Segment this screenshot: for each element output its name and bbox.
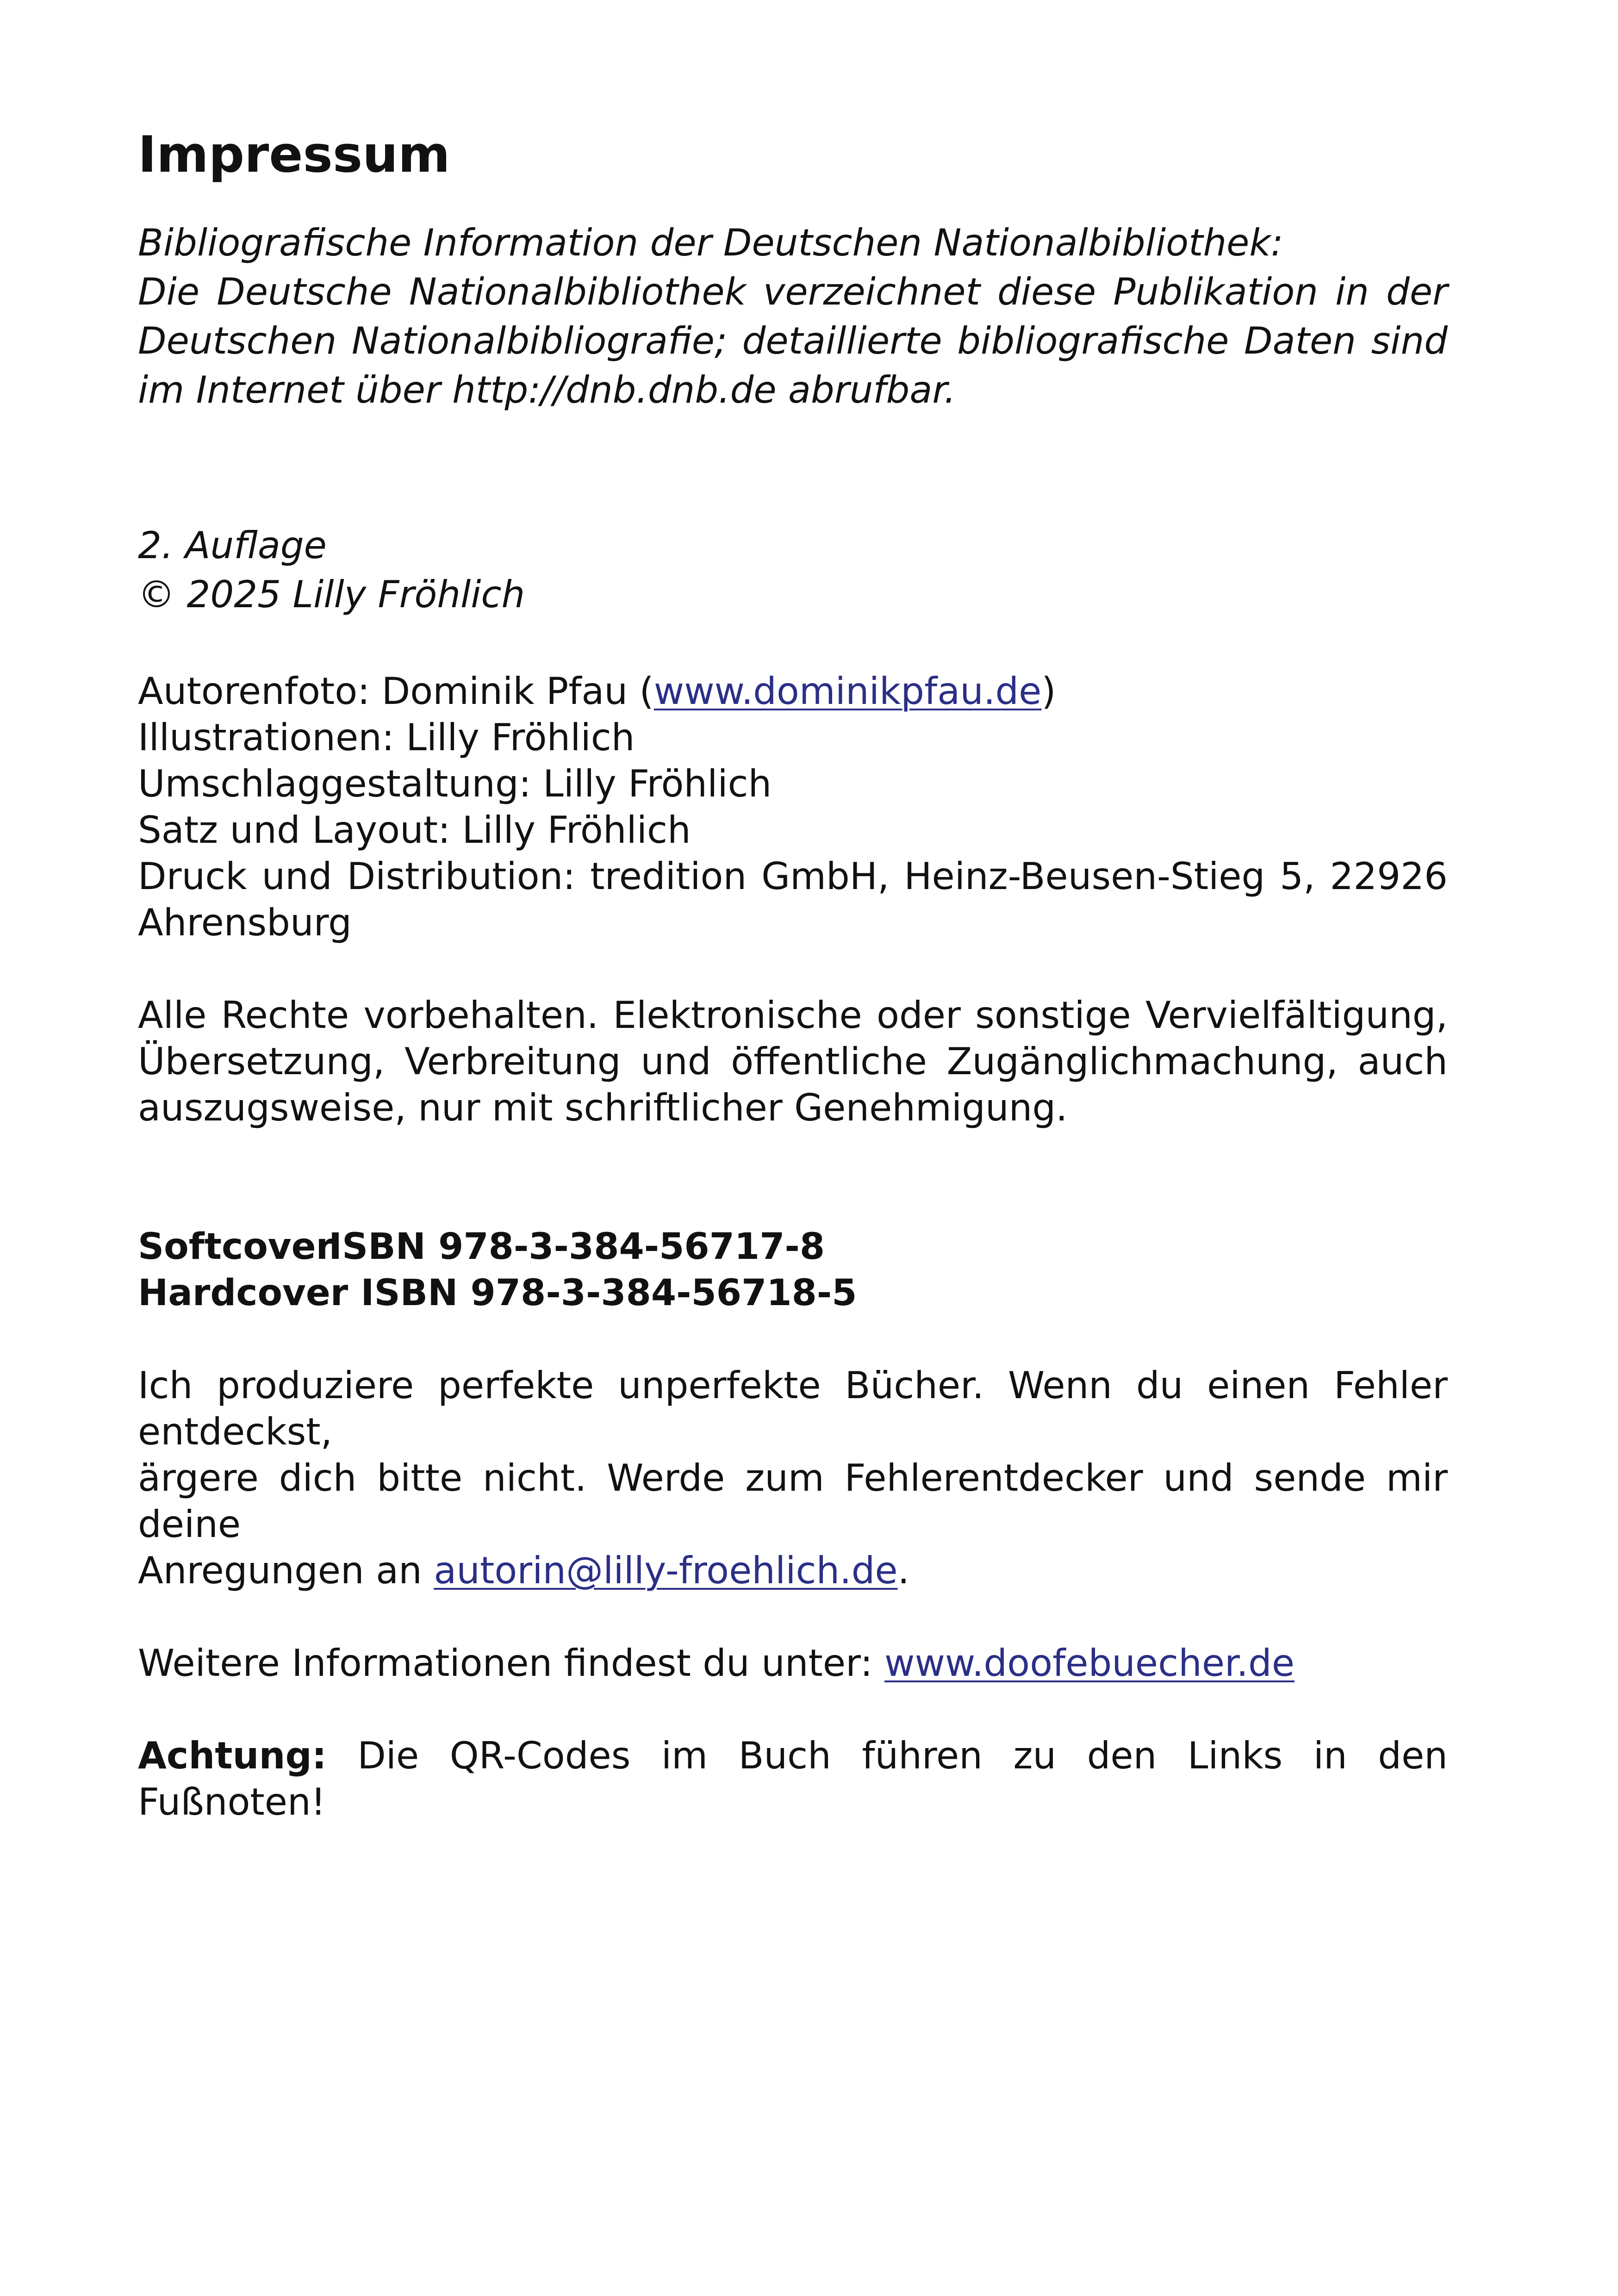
rights-line: Übersetzung, Verbreitung und öffentliche Zugänglichmachung, auch	[138, 1040, 1448, 1083]
qr-notice	[138, 1733, 1448, 1825]
copyright-notice: © 2025 Lilly Fröhlich	[138, 573, 525, 616]
isbn-softcover	[138, 1224, 1448, 1270]
bibliographic-heading: Bibliografische Information der Deutschen Nationalbibliothek:	[138, 221, 1283, 264]
more-info-prefix: Weitere Informationen findest du unter:	[138, 1642, 885, 1685]
edition-number: 2. Auflage	[138, 524, 327, 567]
photographer-link[interactable]: www.dominikpfau.de	[653, 670, 1042, 713]
credit-photo	[138, 668, 1448, 715]
rights-notice	[138, 992, 1448, 1131]
isbn-hardcover-label: Hardcover	[138, 1272, 348, 1314]
credit-layout: Satz und Layout: Lilly Fröhlich	[138, 809, 691, 852]
more-info	[138, 1640, 1448, 1686]
credit-print-city: Ahrensburg	[138, 901, 352, 944]
rights-line: Alle Rechte vorbehalten. Elektronische oder sonstige Vervielfältigung,	[138, 994, 1448, 1037]
credit-photo-suffix: )	[1041, 670, 1056, 713]
error-line-prefix: Anregungen an	[138, 1549, 434, 1592]
more-info-line	[138, 1640, 1448, 1686]
credit-illustrations: Illustrationen: Lilly Fröhlich	[138, 716, 635, 759]
credits	[138, 668, 1448, 946]
author-email-link[interactable]: autorin@lilly-froehlich.de	[434, 1549, 898, 1592]
isbn-softcover-value: ISBN 978-3-384-56717-8	[329, 1226, 825, 1268]
error-line: ärgere dich bitte nicht. Werde zum Fehlerentdecker und sende mir deine	[138, 1456, 1448, 1546]
credit-cover-design: Umschlaggestaltung: Lilly Fröhlich	[138, 762, 772, 805]
bibliographic-line: im Internet über http://dnb.dnb.de abrufbar.	[138, 368, 956, 411]
page-title: Impressum	[138, 126, 450, 184]
isbn-hardcover-value: ISBN 978-3-384-56718-5	[361, 1272, 857, 1314]
impressum-page	[138, 125, 1448, 1825]
error-notice	[138, 1363, 1448, 1594]
website-link[interactable]: www.doofebuecher.de	[884, 1642, 1295, 1685]
bibliographic-line: Deutschen Nationalbibliografie; detaillierte bibliografische Daten sind	[138, 319, 1448, 362]
isbn-softcover-label: Softcover	[138, 1226, 334, 1268]
qr-notice-text: Die QR-Codes im Buch führen zu den Links in den Fußnoten!	[138, 1734, 1448, 1823]
qr-notice-label: Achtung:	[138, 1734, 327, 1777]
edition-info	[138, 521, 1448, 619]
credit-photo-prefix: Autorenfoto: Dominik Pfau (	[138, 670, 654, 713]
error-line	[138, 1548, 1448, 1594]
rights-line: auszugsweise, nur mit schriftlicher Genehmigung.	[138, 1086, 1068, 1129]
error-line: Ich produziere perfekte unperfekte Bücher. Wenn du einen Fehler entdeckst,	[138, 1364, 1448, 1453]
error-line-suffix: .	[897, 1549, 910, 1592]
credit-print: Druck und Distribution: tredition GmbH, Heinz-Beusen-Stieg 5, 22926	[138, 855, 1448, 898]
bibliographic-info	[138, 218, 1448, 415]
isbn-block	[138, 1224, 1448, 1316]
bibliographic-line: Die Deutsche Nationalbibliothek verzeichnet diese Publikation in der	[138, 270, 1448, 313]
qr-notice-line	[138, 1733, 1448, 1825]
isbn-hardcover	[138, 1270, 1448, 1316]
